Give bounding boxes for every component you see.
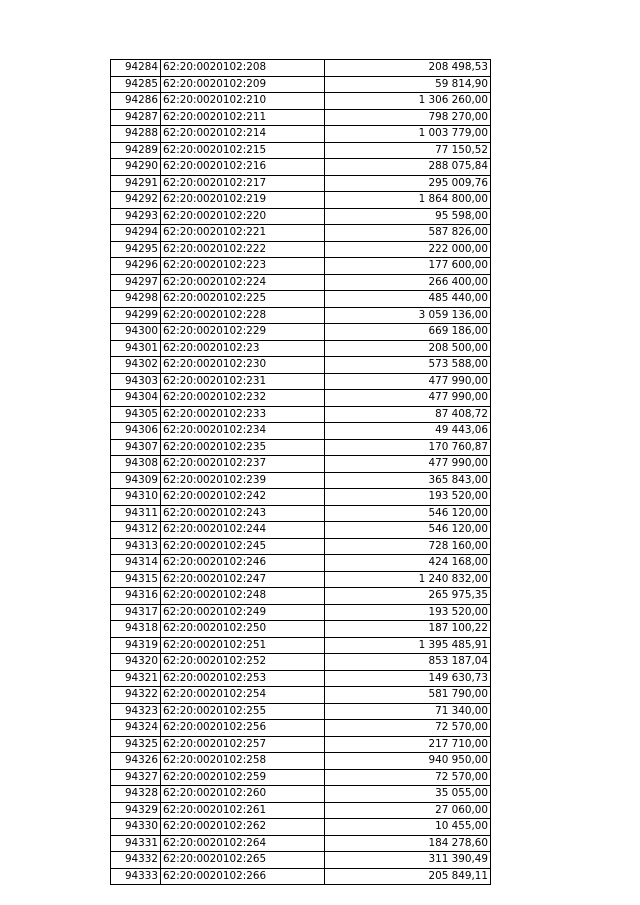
cadastral-number-cell: 62:20:0020102:23: [161, 340, 325, 357]
row-number-cell: 94306: [111, 423, 161, 440]
table-row: [111, 753, 491, 770]
cadastral-number-cell: 62:20:0020102:246: [161, 555, 325, 572]
cadastral-number-cell: 62:20:0020102:220: [161, 208, 325, 225]
row-number-cell: 94307: [111, 439, 161, 456]
cadastral-number-cell: 62:20:0020102:255: [161, 703, 325, 720]
table-body: [111, 60, 491, 885]
cadastral-value-cell: 208 500,00: [325, 340, 491, 357]
cadastral-number-cell: 62:20:0020102:234: [161, 423, 325, 440]
cadastral-number-cell: 62:20:0020102:266: [161, 868, 325, 885]
row-number-cell: 94294: [111, 225, 161, 242]
row-number-cell: 94330: [111, 819, 161, 836]
cadastral-value-cell: 72 570,00: [325, 720, 491, 737]
row-number-cell: 94291: [111, 175, 161, 192]
table-row: [111, 588, 491, 605]
cadastral-number-cell: 62:20:0020102:229: [161, 324, 325, 341]
row-number-cell: 94303: [111, 373, 161, 390]
row-number-cell: 94319: [111, 637, 161, 654]
cadastral-value-cell: 853 187,04: [325, 654, 491, 671]
table-row: [111, 522, 491, 539]
cadastral-value-cell: 365 843,00: [325, 472, 491, 489]
cadastral-value-cell: 1 864 800,00: [325, 192, 491, 209]
table-row: [111, 769, 491, 786]
table-row: [111, 571, 491, 588]
cadastral-number-cell: 62:20:0020102:256: [161, 720, 325, 737]
cadastral-number-cell: 62:20:0020102:208: [161, 60, 325, 77]
row-number-cell: 94298: [111, 291, 161, 308]
cadastral-value-cell: 546 120,00: [325, 505, 491, 522]
cadastral-value-cell: 208 498,53: [325, 60, 491, 77]
cadastral-number-cell: 62:20:0020102:231: [161, 373, 325, 390]
cadastral-value-cell: 205 849,11: [325, 868, 491, 885]
row-number-cell: 94284: [111, 60, 161, 77]
cadastral-number-cell: 62:20:0020102:211: [161, 109, 325, 126]
row-number-cell: 94290: [111, 159, 161, 176]
table-row: [111, 274, 491, 291]
row-number-cell: 94326: [111, 753, 161, 770]
table-row: [111, 324, 491, 341]
cadastral-number-cell: 62:20:0020102:221: [161, 225, 325, 242]
row-number-cell: 94304: [111, 390, 161, 407]
cadastral-value-cell: 177 600,00: [325, 258, 491, 275]
cadastral-number-cell: 62:20:0020102:228: [161, 307, 325, 324]
cadastral-value-cell: 222 000,00: [325, 241, 491, 258]
cadastral-number-cell: 62:20:0020102:216: [161, 159, 325, 176]
cadastral-number-cell: 62:20:0020102:244: [161, 522, 325, 539]
cadastral-value-cell: 485 440,00: [325, 291, 491, 308]
cadastral-number-cell: 62:20:0020102:258: [161, 753, 325, 770]
table-row: [111, 439, 491, 456]
cadastral-number-cell: 62:20:0020102:252: [161, 654, 325, 671]
cadastral-number-cell: 62:20:0020102:262: [161, 819, 325, 836]
cadastral-number-cell: 62:20:0020102:217: [161, 175, 325, 192]
cadastral-number-cell: 62:20:0020102:253: [161, 670, 325, 687]
cadastral-value-cell: 587 826,00: [325, 225, 491, 242]
table-row: [111, 208, 491, 225]
table-row: [111, 868, 491, 885]
table-row: [111, 538, 491, 555]
cadastral-value-cell: 311 390,49: [325, 852, 491, 869]
cadastral-value-cell: 477 990,00: [325, 456, 491, 473]
table-row: [111, 802, 491, 819]
row-number-cell: 94317: [111, 604, 161, 621]
cadastral-value-cell: 193 520,00: [325, 489, 491, 506]
cadastral-number-cell: 62:20:0020102:265: [161, 852, 325, 869]
table-row: [111, 720, 491, 737]
table-row: [111, 456, 491, 473]
cadastral-value-cell: 1 240 832,00: [325, 571, 491, 588]
row-number-cell: 94295: [111, 241, 161, 258]
cadastral-number-cell: 62:20:0020102:239: [161, 472, 325, 489]
cadastral-value-cell: 798 270,00: [325, 109, 491, 126]
cadastral-number-cell: 62:20:0020102:215: [161, 142, 325, 159]
row-number-cell: 94313: [111, 538, 161, 555]
row-number-cell: 94311: [111, 505, 161, 522]
cadastral-number-cell: 62:20:0020102:224: [161, 274, 325, 291]
table-row: [111, 76, 491, 93]
table-row: [111, 109, 491, 126]
table-row: [111, 225, 491, 242]
table-row: [111, 423, 491, 440]
cadastral-number-cell: 62:20:0020102:261: [161, 802, 325, 819]
row-number-cell: 94288: [111, 126, 161, 143]
cadastral-number-cell: 62:20:0020102:251: [161, 637, 325, 654]
table-row: [111, 852, 491, 869]
table-row: [111, 258, 491, 275]
cadastral-value-cell: 1 395 485,91: [325, 637, 491, 654]
cadastral-value-cell: 266 400,00: [325, 274, 491, 291]
cadastral-number-cell: 62:20:0020102:260: [161, 786, 325, 803]
cadastral-value-cell: 49 443,06: [325, 423, 491, 440]
cadastral-value-cell: 265 975,35: [325, 588, 491, 605]
row-number-cell: 94331: [111, 835, 161, 852]
row-number-cell: 94289: [111, 142, 161, 159]
cadastral-number-cell: 62:20:0020102:257: [161, 736, 325, 753]
row-number-cell: 94328: [111, 786, 161, 803]
row-number-cell: 94321: [111, 670, 161, 687]
cadastral-value-cell: 295 009,76: [325, 175, 491, 192]
row-number-cell: 94323: [111, 703, 161, 720]
row-number-cell: 94302: [111, 357, 161, 374]
row-number-cell: 94332: [111, 852, 161, 869]
table-row: [111, 126, 491, 143]
table-row: [111, 307, 491, 324]
table-row: [111, 555, 491, 572]
table-row: [111, 637, 491, 654]
table-row: [111, 505, 491, 522]
cadastral-value-cell: 728 160,00: [325, 538, 491, 555]
table-row: [111, 291, 491, 308]
cadastral-number-cell: 62:20:0020102:249: [161, 604, 325, 621]
cadastral-value-cell: 3 059 136,00: [325, 307, 491, 324]
cadastral-value-cell: 669 186,00: [325, 324, 491, 341]
table-row: [111, 93, 491, 110]
table-row: [111, 703, 491, 720]
row-number-cell: 94305: [111, 406, 161, 423]
cadastral-value-cell: 149 630,73: [325, 670, 491, 687]
cadastral-number-cell: 62:20:0020102:232: [161, 390, 325, 407]
cadastral-value-cell: 187 100,22: [325, 621, 491, 638]
cadastral-number-cell: 62:20:0020102:245: [161, 538, 325, 555]
row-number-cell: 94318: [111, 621, 161, 638]
cadastral-number-cell: 62:20:0020102:247: [161, 571, 325, 588]
cadastral-value-cell: 1 003 779,00: [325, 126, 491, 143]
cadastral-value-cell: 424 168,00: [325, 555, 491, 572]
row-number-cell: 94300: [111, 324, 161, 341]
cadastral-number-cell: 62:20:0020102:259: [161, 769, 325, 786]
cadastral-value-cell: 288 075,84: [325, 159, 491, 176]
table-row: [111, 192, 491, 209]
cadastral-value-cell: 35 055,00: [325, 786, 491, 803]
row-number-cell: 94314: [111, 555, 161, 572]
table-row: [111, 736, 491, 753]
row-number-cell: 94312: [111, 522, 161, 539]
cadastral-number-cell: 62:20:0020102:210: [161, 93, 325, 110]
row-number-cell: 94329: [111, 802, 161, 819]
cadastral-value-cell: 1 306 260,00: [325, 93, 491, 110]
cadastral-number-cell: 62:20:0020102:250: [161, 621, 325, 638]
cadastral-number-cell: 62:20:0020102:214: [161, 126, 325, 143]
cadastral-value-cell: 477 990,00: [325, 373, 491, 390]
cadastral-value-cell: 170 760,87: [325, 439, 491, 456]
table-row: [111, 489, 491, 506]
row-number-cell: 94293: [111, 208, 161, 225]
cadastral-value-cell: 573 588,00: [325, 357, 491, 374]
row-number-cell: 94324: [111, 720, 161, 737]
table-row: [111, 175, 491, 192]
row-number-cell: 94301: [111, 340, 161, 357]
table-row: [111, 819, 491, 836]
table-row: [111, 621, 491, 638]
cadastral-number-cell: 62:20:0020102:242: [161, 489, 325, 506]
table-row: [111, 357, 491, 374]
cadastral-number-cell: 62:20:0020102:243: [161, 505, 325, 522]
cadastral-value-cell: 217 710,00: [325, 736, 491, 753]
row-number-cell: 94320: [111, 654, 161, 671]
table-row: [111, 142, 491, 159]
cadastral-number-cell: 62:20:0020102:225: [161, 291, 325, 308]
table-row: [111, 406, 491, 423]
cadastral-value-cell: 546 120,00: [325, 522, 491, 539]
row-number-cell: 94327: [111, 769, 161, 786]
row-number-cell: 94292: [111, 192, 161, 209]
table-row: [111, 373, 491, 390]
cadastral-number-cell: 62:20:0020102:209: [161, 76, 325, 93]
cadastral-number-cell: 62:20:0020102:219: [161, 192, 325, 209]
cadastral-value-table: [110, 59, 491, 885]
table-row: [111, 472, 491, 489]
cadastral-number-cell: 62:20:0020102:230: [161, 357, 325, 374]
row-number-cell: 94322: [111, 687, 161, 704]
cadastral-number-cell: 62:20:0020102:223: [161, 258, 325, 275]
table-row: [111, 654, 491, 671]
row-number-cell: 94299: [111, 307, 161, 324]
row-number-cell: 94333: [111, 868, 161, 885]
table-row: [111, 835, 491, 852]
table-row: [111, 159, 491, 176]
cadastral-value-cell: 193 520,00: [325, 604, 491, 621]
table-row: [111, 604, 491, 621]
cadastral-number-cell: 62:20:0020102:233: [161, 406, 325, 423]
cadastral-value-cell: 477 990,00: [325, 390, 491, 407]
table-row: [111, 786, 491, 803]
cadastral-number-cell: 62:20:0020102:222: [161, 241, 325, 258]
cadastral-number-cell: 62:20:0020102:264: [161, 835, 325, 852]
cadastral-value-cell: 184 278,60: [325, 835, 491, 852]
table-row: [111, 340, 491, 357]
cadastral-value-cell: 59 814,90: [325, 76, 491, 93]
cadastral-value-cell: 95 598,00: [325, 208, 491, 225]
cadastral-value-cell: 581 790,00: [325, 687, 491, 704]
cadastral-value-cell: 27 060,00: [325, 802, 491, 819]
cadastral-number-cell: 62:20:0020102:248: [161, 588, 325, 605]
row-number-cell: 94285: [111, 76, 161, 93]
table-row: [111, 390, 491, 407]
cadastral-number-cell: 62:20:0020102:254: [161, 687, 325, 704]
table-row: [111, 241, 491, 258]
row-number-cell: 94310: [111, 489, 161, 506]
row-number-cell: 94309: [111, 472, 161, 489]
row-number-cell: 94297: [111, 274, 161, 291]
row-number-cell: 94287: [111, 109, 161, 126]
cadastral-number-cell: 62:20:0020102:237: [161, 456, 325, 473]
cadastral-value-cell: 10 455,00: [325, 819, 491, 836]
cadastral-number-cell: 62:20:0020102:235: [161, 439, 325, 456]
cadastral-value-cell: 87 408,72: [325, 406, 491, 423]
cadastral-value-cell: 72 570,00: [325, 769, 491, 786]
row-number-cell: 94315: [111, 571, 161, 588]
table-row: [111, 687, 491, 704]
row-number-cell: 94296: [111, 258, 161, 275]
table-row: [111, 60, 491, 77]
row-number-cell: 94325: [111, 736, 161, 753]
cadastral-value-cell: 71 340,00: [325, 703, 491, 720]
row-number-cell: 94308: [111, 456, 161, 473]
table-row: [111, 670, 491, 687]
cadastral-value-cell: 77 150,52: [325, 142, 491, 159]
cadastral-value-cell: 940 950,00: [325, 753, 491, 770]
row-number-cell: 94316: [111, 588, 161, 605]
row-number-cell: 94286: [111, 93, 161, 110]
